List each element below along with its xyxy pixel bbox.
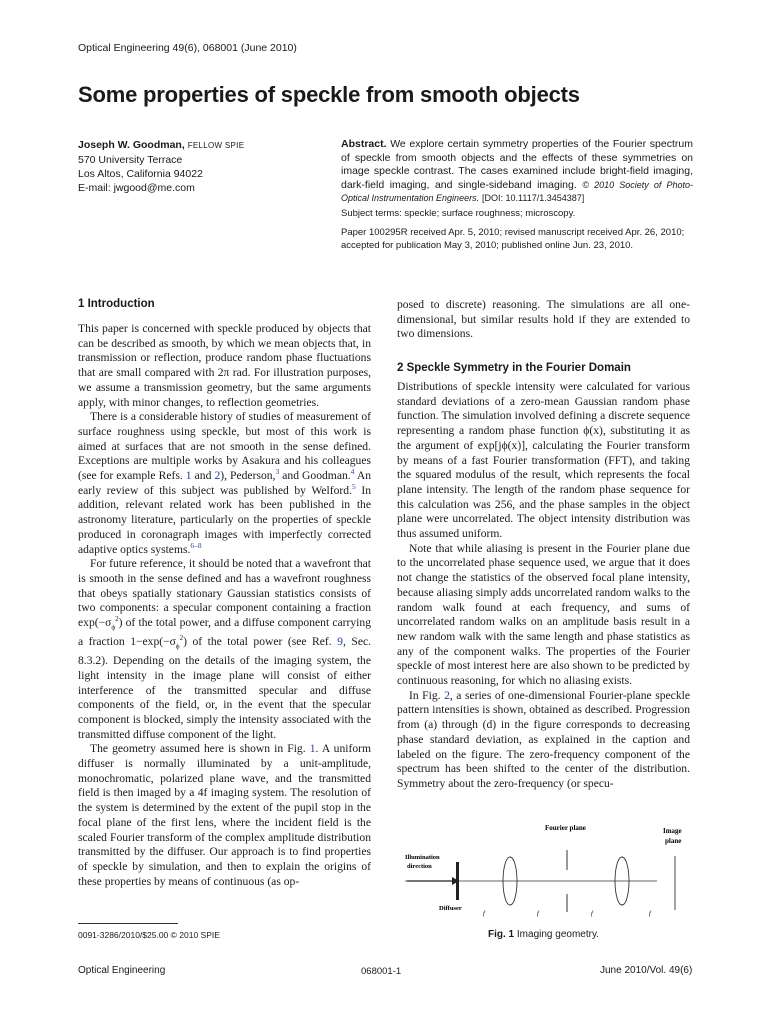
running-head: Optical Engineering 49(6), 068001 (June 2010) xyxy=(78,42,297,54)
illumination-label-1: Illumination xyxy=(405,854,440,861)
ref-link-2[interactable]: 2 xyxy=(214,469,221,483)
diffuser xyxy=(456,862,459,900)
intro-paragraph-1: This paper is concerned with speckle produced by objects that can be described as smooth, by which we mean objects that, in transmission or reflection, produce random phase fluctuations that are small compared with 2π rad. For illustration purposes, we assume a transmission geometry, but the same arguments apply, with minor changes, to reflection geometries. xyxy=(78,322,371,409)
ref-link-1[interactable]: 1 xyxy=(185,469,192,483)
image-plane-label-1: Image xyxy=(663,827,682,835)
author-address-line1: 570 University Terrace xyxy=(78,154,183,166)
left-column xyxy=(78,322,371,889)
section-2-body xyxy=(397,380,690,792)
figure-1-caption xyxy=(488,929,599,940)
abstract-text: We explore certain symmetry properties of the Fourier spectrum of speckle from smooth objects and the effects of these symmetries on image speckle contrast. The cases examined include bright-field imaging, dark-field imaging, and single-sideband imaging. xyxy=(341,138,693,191)
section-2-paragraph-2: Note that while aliasing is present in the Fourier plane due to the uncorrelated phase sequence used, we argue that it does not change the statistics of the observed focal plane intensity, because aliasing simply adds uncorrelated random walks to the random walk found at each frequency, and sums of uncorrelated random walks on an amplitude basis result in a new random walk with the same length and phase statistics as any of the component walks. The properties of the Fourier speckle of most interest here are also shown to be predicted by continuous reasoning, for which no aliasing exists. xyxy=(397,541,690,688)
image-plane-label-2: plane xyxy=(665,837,682,845)
ref-link-9[interactable]: 9 xyxy=(337,635,343,649)
illumination-label-2: direction xyxy=(407,863,432,870)
footer-issue: June 2010/Vol. 49(6) xyxy=(600,965,693,976)
fig-1-link[interactable]: 1 xyxy=(309,742,316,756)
f-label-1: f xyxy=(483,910,485,917)
doi-link[interactable]: [DOI: 10.1117/1.3454387] xyxy=(482,193,585,204)
author-affiliation: FELLOW SPIE xyxy=(187,141,245,150)
subject-terms: Subject terms: speckle; surface roughness; microscopy. xyxy=(341,208,576,219)
diffuser-label: Diffuser xyxy=(439,905,462,912)
footer-journal: Optical Engineering xyxy=(78,965,166,976)
intro-paragraph-2: There is a considerable history of studies of measurement of surface roughness using speckle, but most of this work is aimed at surfaces that are not smooth in the sense defined. Exceptions are multiple works by Asakura and his colleagues (see for example Refs. 1 and 2), Pederson,$^3$ and Goodman.$^4$ An early review of this subject was published by Welford.$^5$ In addition, relevant related work has been published in the astronomy literature, particularly on the properties of speckle produced in coronagraph images with imperfectly corrected adaptive optics systems.$^{6-8}$ xyxy=(78,410,371,556)
abstract-copyright: © 2010 Society of Photo-Optical Instrumentation Engineers. xyxy=(341,179,693,204)
intro-paragraph-4: The geometry assumed here is shown in Fig. 1. A uniform diffuser is normally illuminated by a unit-amplitude, monochromatic, polarized plane wave, and the transmitted field is then imaged by a 4f imaging system. The resolution of the system is determined by the extent of the pupil stop in the focal plane of the first lens, where the incident field is the scaled Fourier transform of the complex amplitude distribution transmitted by the diffuser. Our approach is to find properties of speckle by simulation, and then to explain the origins of these properties by means of continuous (as op- xyxy=(78,742,371,888)
ref-link-3[interactable]: 3 xyxy=(275,467,280,477)
author-block xyxy=(78,138,318,195)
f-label-4: f xyxy=(649,910,651,917)
author-address-line2: Los Altos, California 94022 xyxy=(78,168,203,180)
figure-1-caption-text: Imaging geometry. xyxy=(516,929,599,940)
section-2-heading: 2 Speckle Symmetry in the Fourier Domain xyxy=(397,362,631,374)
ref-link-4[interactable]: 4 xyxy=(350,467,355,477)
section-2-paragraph-3: In Fig. 2, a series of one-dimensional Fourier-plane speckle pattern intensities is shown, obtained as described. Progression from (a) through (d) in the figure corresponds to decreasing phase standard deviation, as explained in the caption and labeled on the figure. The zero-frequency component of the spectrum has been shifted to the center of the distribution. Symmetry about the zero-frequency (or specu- xyxy=(397,688,690,790)
copyright-footnote: 0091-3286/2010/$25.00 © 2010 SPIE xyxy=(78,930,220,940)
column-continuation: posed to discrete) reasoning. The simulations are all one-dimensional, but similar results hold if they are extended to two dimensions. xyxy=(397,298,690,341)
f-label-3: f xyxy=(591,910,593,917)
footer-page-number: 068001-1 xyxy=(361,966,402,977)
right-column xyxy=(397,298,690,342)
figure-1-caption-label: Fig. 1 xyxy=(488,929,515,940)
section-1-heading: 1 Introduction xyxy=(78,298,155,310)
footnote-rule xyxy=(78,923,178,924)
ref-link-6-8[interactable]: 6–8 xyxy=(190,540,202,550)
imaging-geometry-figure xyxy=(397,818,707,918)
author-email[interactable]: E-mail: jwgood@me.com xyxy=(78,182,195,194)
fourier-plane-label: Fourier plane xyxy=(545,824,586,832)
f-label-2: f xyxy=(537,910,539,917)
author-name: Joseph W. Goodman, xyxy=(78,139,185,151)
paper-title: Some properties of speckle from smooth objects xyxy=(78,82,580,107)
intro-paragraph-3: For future reference, it should be noted that a wavefront that is smooth in the sense defined and has a wavefront roughness that obeys spatially stationary Gaussian statistics consists of two components: a specular component containing a fraction $\exp(-\sigma_\phi^2)$ of the total power, and a diffuse component carrying a fraction $1-\exp(-\sigma_\phi^2)$ of the total power (see Ref. 9, Sec. 8.3.2). Depending on the details of the imaging system, the light intensity in the image plane will consist of either interference of the transmitted specular and diffuse components of the field, or, in the event that the specular component is blocked, simply the intensity associated with the transmitted diffuse component of the light. xyxy=(78,557,372,741)
ref-link-5[interactable]: 5 xyxy=(351,481,356,491)
abstract-label: Abstract. xyxy=(341,138,387,150)
abstract xyxy=(341,138,693,206)
fig-2-link[interactable]: 2 xyxy=(444,688,450,702)
section-2-paragraph-1: Distributions of speckle intensity were calculated for various standard deviations of a zero-mean Gaussian random phase function. The simulation involved defining a discrete sequence representing a random phase function ϕ(x), substituting it as the argument of exp[jϕ(x)], calculating the Fourier transform by means of a fast Fourier transformation (FFT), and taking the squared modulus of the result, which represents the focal plane intensity. The length of the random phase sequence for this calculation was 256, and the phase samples in the object plane were uncorrelated. The object intensity distribution was thus assumed uniform. xyxy=(397,380,690,541)
paper-history: Paper 100295R received Apr. 5, 2010; revised manuscript received Apr. 26, 2010; accepted for publication May 3, 2010; published online Jun. 23, 2010. xyxy=(341,227,685,251)
